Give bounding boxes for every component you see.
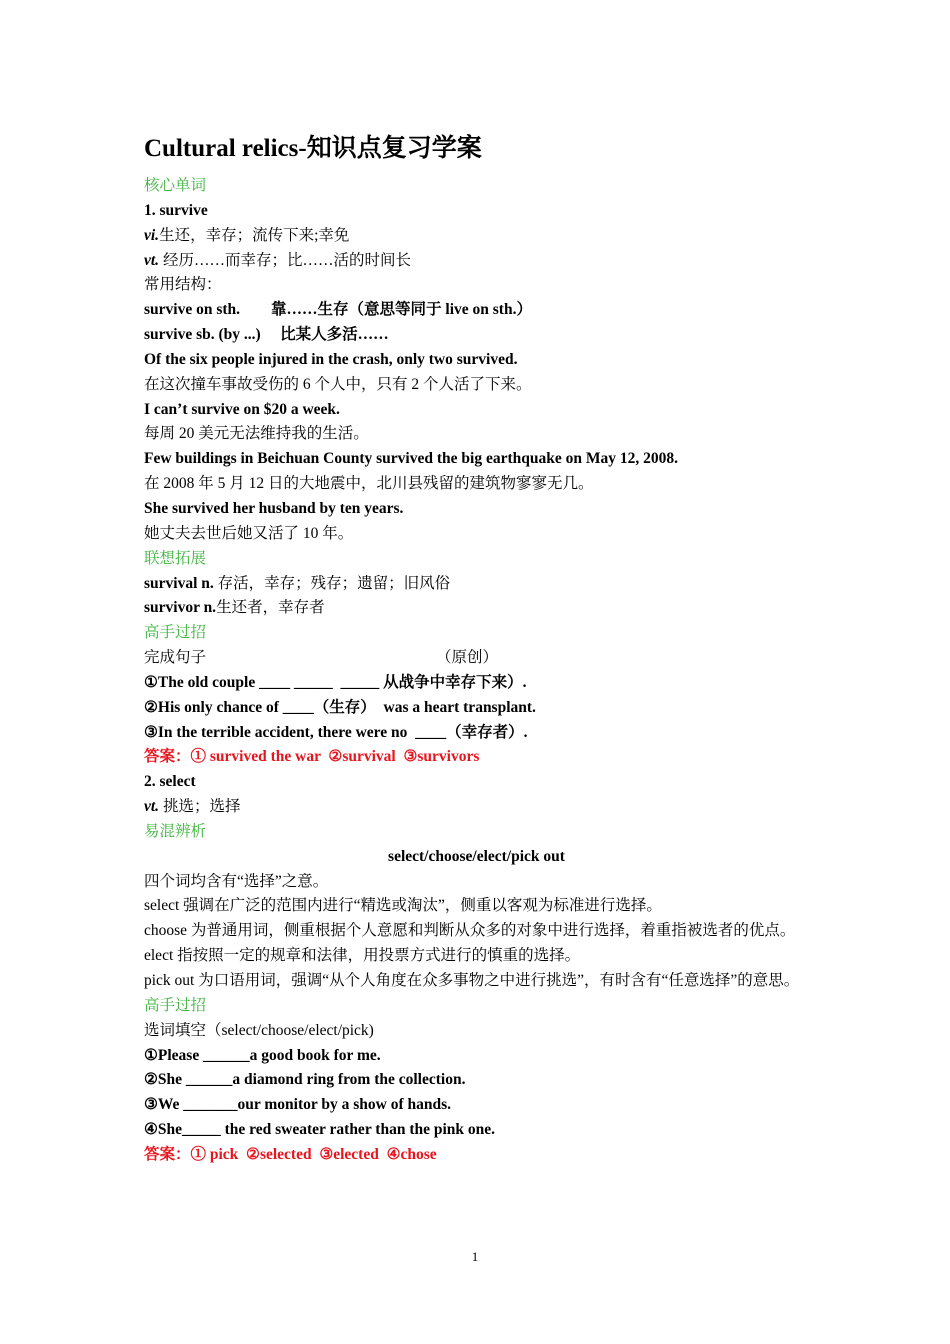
exercise-instruction	[144, 646, 809, 671]
derived-word-term: survival n.	[144, 574, 214, 592]
original-tag: （原创）	[436, 649, 499, 667]
derived-word	[144, 572, 809, 597]
word-heading-select: 2. select	[144, 773, 196, 791]
word-heading-survive: 1. survive	[144, 201, 208, 219]
definition-text: 经历……而幸存；比……活的时间长	[159, 251, 411, 269]
definition-text: 挑选；选择	[159, 798, 241, 816]
answer-key: 答案：① pick ②selected ③elected ④chose	[144, 1145, 437, 1163]
example-sentence-en: She survived her husband by ten years.	[144, 499, 404, 517]
structure-line: survive sb. (by ...) 比某人多活……	[144, 326, 389, 344]
exercise-item: ①Please ______a good book for me.	[144, 1046, 381, 1064]
example-sentence-en: Of the six people injured in the crash, only two survived.	[144, 350, 518, 368]
definition-vi	[144, 224, 809, 249]
section-heading-practice: 高手过招	[144, 624, 207, 642]
derived-word	[144, 596, 809, 621]
exercise-item: ②She ______a diamond ring from the collection.	[144, 1071, 466, 1089]
exercise-item: ②His only chance of ____（生存） was a heart transplant.	[144, 698, 536, 716]
answer-key: 答案：① survived the war ②survival ③survivors	[144, 748, 480, 766]
exercise-item: ④She_____ the red sweater rather than the pink one.	[144, 1121, 496, 1139]
section-heading-confusables: 易混辨析	[144, 822, 207, 840]
explanation-line: pick out 为口语用词，强调“从个人角度在众多事物之中进行挑选”，有时含有“任意选择”的意思。	[144, 972, 800, 989]
section-heading-extension: 联想拓展	[144, 549, 207, 567]
derived-word-meaning: 生还者，幸存者	[216, 599, 325, 617]
example-sentence-zh: 在这次撞车事故受伤的 6 个人中，只有 2 个人活了下来。	[144, 375, 532, 393]
document-page	[144, 128, 809, 1168]
exercise-instruction: 选词填空（select/choose/elect/pick)	[144, 1021, 374, 1039]
exercise-item: ③We _______our monitor by a show of hands.	[144, 1096, 452, 1114]
exercise-item: ①The old couple ____ _____ _____ 从战争中幸存下来）.	[144, 673, 527, 691]
example-sentence-en: I can’t survive on $20 a week.	[144, 400, 340, 418]
explanation-line: elect 指按照一定的规章和法律，用投票方式进行的慎重的选择。	[144, 947, 581, 965]
definition-vt	[144, 249, 809, 274]
explanation-line: choose 为普通用词，侧重根据个人意愿和判断从众多的对象中进行选择，着重指被选者的优点。	[144, 922, 796, 940]
exercise-instruction-text: 完成句子	[144, 649, 207, 667]
derived-word-term: survivor n.	[144, 599, 217, 617]
pos-label: vt.	[144, 798, 160, 816]
example-sentence-zh: 每周 20 美元无法维持我的生活。	[144, 425, 369, 443]
example-sentence-zh: 在 2008 年 5 月 12 日的大地震中，北川县残留的建筑物寥寥无几。	[144, 475, 594, 493]
exercise-item: ③In the terrible accident, there were no ____（幸存者）.	[144, 723, 528, 741]
document-title: Cultural relics-知识点复习学案	[144, 135, 482, 162]
page-number: 1	[471, 1249, 479, 1264]
example-sentence-zh: 她丈夫去世后她又活了 10 年。	[144, 524, 354, 542]
example-sentence-en: Few buildings in Beichuan County survived the big earthquake on May 12, 2008.	[144, 450, 678, 468]
section-heading-practice: 高手过招	[144, 996, 207, 1014]
explanation-line: 四个词均含有“选择”之意。	[144, 872, 329, 890]
pos-label: vi.	[144, 226, 160, 244]
structure-line: survive on sth. 靠……生存（意思等同于 live on sth.）	[144, 301, 532, 319]
section-heading-core-words: 核心单词	[144, 177, 207, 194]
explanation-line: select 强调在广泛的范围内进行“精选或淘汰”，侧重以客观为标准进行选择。	[144, 897, 662, 915]
definition-vt	[144, 795, 809, 820]
confusables-title: select/choose/elect/pick out	[388, 847, 565, 865]
definition-text: 生还，幸存；流传下来;幸免	[159, 226, 350, 244]
derived-word-meaning: 存活，幸存；残存；遗留；旧风俗	[213, 574, 451, 592]
common-structures-label: 常用结构：	[144, 276, 222, 294]
pos-label: vt.	[144, 251, 160, 269]
